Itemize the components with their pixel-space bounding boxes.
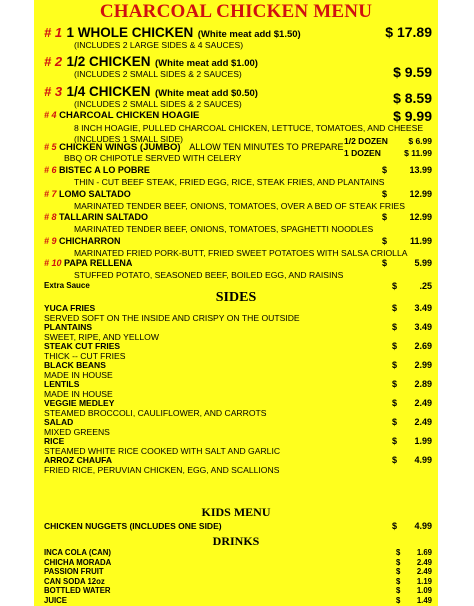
kids-heading: KIDS MENU — [201, 505, 271, 519]
item-price: 4.99 — [414, 521, 432, 531]
item-name: INCA COLA (CAN) — [44, 548, 111, 557]
dollar-sign: $ — [392, 521, 398, 531]
item-number: # 9 — [44, 236, 57, 246]
item-description: THIN - CUT BEEF STEAK, FRIED EGG, RICE, STEAK FRIES, AND PLANTAINS — [74, 177, 385, 187]
item-name: CAN SODA 12oz — [44, 576, 105, 586]
dollar-sign: $ — [396, 586, 401, 595]
dollar-sign: $ — [396, 557, 401, 567]
item-description: MIXED GREENS — [44, 427, 110, 437]
dollar-sign: $ — [392, 360, 398, 370]
item-name: BISTEC A LO POBRE — [59, 165, 150, 175]
item-note: (White meat add $1.00) — [155, 58, 258, 69]
item-name: VEGGIE MEDLEY — [44, 398, 115, 408]
dollar-sign: $ — [382, 189, 388, 199]
item-description: SWEET, RIPE, AND YELLOW — [44, 332, 159, 342]
item-note: (White meat add $1.50) — [197, 29, 301, 40]
item-name: CHICHA MORADA — [44, 557, 112, 567]
item-price: 1.19 — [416, 576, 432, 586]
item-note: (White meat add $0.50) — [155, 88, 258, 99]
drinks-heading: DRINKS — [212, 534, 260, 548]
item-price: 1.49 — [416, 595, 432, 605]
item-description: (INCLUDES 2 SMALL SIDES & 2 SAUCES) — [74, 69, 242, 79]
item-description: (INCLUDES 2 LARGE SIDES & 4 SAUCES) — [74, 40, 244, 50]
item-name: RICE — [44, 436, 65, 446]
dozen-price: $ 11.99 — [404, 148, 432, 158]
dollar-sign: $ — [392, 417, 398, 427]
menu-sheet — [34, 0, 438, 606]
item-name: LOMO SALTADO — [59, 189, 131, 199]
item-name: PASSION FRUIT — [44, 567, 104, 576]
item-price: 2.49 — [414, 417, 432, 427]
item-price: $ 9.99 — [393, 108, 432, 124]
item-price: 2.69 — [414, 341, 432, 351]
item-name: BOTTLED WATER — [44, 586, 111, 595]
item-name: STEAK CUT FRIES — [44, 341, 121, 351]
item-price: 2.49 — [414, 398, 432, 408]
item-price: $ 8.59 — [393, 90, 432, 106]
item-name: JUICE — [44, 595, 67, 605]
item-name: PLANTAINS — [44, 322, 93, 332]
item-description: STEAMED BROCCOLI, CAULIFLOWER, AND CARROTS — [44, 408, 267, 418]
item-name: ARROZ CHAUFA — [44, 455, 112, 465]
item-price: 2.49 — [416, 567, 432, 576]
item-description: SERVED SOFT ON THE INSIDE AND CRISPY ON THE OUTSIDE — [44, 313, 300, 323]
item-description: THICK -- CUT FRIES — [44, 351, 126, 361]
dollar-sign: $ — [392, 303, 398, 313]
dollar-sign: $ — [392, 341, 398, 351]
dollar-sign: $ — [396, 576, 401, 586]
item-number: # 10 — [44, 258, 62, 268]
item-price: 2.49 — [416, 557, 432, 567]
item-name: CHICHARRON — [59, 236, 121, 246]
item-price: 3.49 — [414, 322, 432, 332]
item-description: MADE IN HOUSE — [44, 370, 113, 380]
item-name: SALAD — [44, 417, 74, 427]
item-name: 1 WHOLE CHICKEN — [66, 25, 194, 40]
item-description: FRIED RICE, PERUVIAN CHICKEN, EGG, AND SCALLIONS — [44, 465, 280, 475]
half-dozen-price: $ 6.99 — [408, 136, 432, 146]
item-price: 1.99 — [414, 436, 432, 446]
item-name: LENTILS — [44, 379, 80, 389]
item-name: TALLARIN SALTADO — [59, 212, 149, 222]
item-number: # 2 — [44, 54, 63, 69]
item-name: 1/4 CHICKEN — [66, 84, 151, 99]
item-description: MARINATED TENDER BEEF, ONIONS, TOMATOES, SPAGHETTI NOODLES — [74, 224, 374, 234]
dollar-sign: $ — [392, 281, 398, 291]
dollar-sign: $ — [396, 595, 401, 605]
item-price: 3.49 — [414, 303, 432, 313]
dollar-sign: $ — [392, 379, 398, 389]
item-price: 1.09 — [416, 586, 432, 595]
item-name: PAPA RELLENA — [64, 258, 133, 268]
item-number: # 7 — [44, 189, 57, 199]
item-name: 1/2 CHICKEN — [66, 54, 151, 69]
item-description: BBQ OR CHIPOTLE SERVED WITH CELERY — [64, 153, 242, 163]
item-price: 5.99 — [414, 258, 432, 268]
dollar-sign: $ — [392, 436, 398, 446]
item-name: BLACK BEANS — [44, 360, 106, 370]
item-price: $ 17.89 — [385, 24, 432, 40]
half-dozen-label: 1/2 DOZEN — [344, 136, 388, 146]
item-description: MARINATED TENDER BEEF, ONIONS, TOMATOES, OVER A BED OF STEAK FRIES — [74, 201, 405, 211]
item-note: ALLOW TEN MINUTES TO PREPARE — [189, 142, 344, 152]
item-name: Extra Sauce — [44, 281, 90, 290]
item-number: # 5 — [44, 142, 57, 152]
item-description: (INCLUDES 2 SMALL SIDES & 2 SAUCES) — [74, 99, 242, 109]
item-price: .25 — [419, 281, 432, 291]
menu-title: CHARCOAL CHICKEN MENU — [99, 1, 373, 22]
item-number: # 6 — [44, 165, 57, 175]
item-description-2: (INCLUDES 1 SMALL SIDE) — [74, 134, 184, 144]
item-name: CHARCOAL CHICKEN HOAGIE — [59, 110, 200, 121]
item-price: 12.99 — [409, 189, 432, 199]
item-number: # 8 — [44, 212, 57, 222]
item-price: 13.99 — [409, 165, 432, 175]
dollar-sign: $ — [396, 548, 401, 557]
item-number: # 3 — [44, 84, 63, 99]
dollar-sign: $ — [382, 212, 388, 222]
item-price: 1.69 — [416, 548, 432, 557]
item-number: # 4 — [44, 110, 57, 120]
item-name: CHICKEN NUGGETS (INCLUDES ONE SIDE) — [44, 521, 222, 531]
dollar-sign: $ — [396, 567, 401, 576]
item-price: 2.89 — [414, 379, 432, 389]
sides-heading: SIDES — [215, 290, 257, 305]
dollar-sign: $ — [392, 322, 398, 332]
item-description: MADE IN HOUSE — [44, 389, 113, 399]
dollar-sign: $ — [392, 398, 398, 408]
item-name: YUCA FRIES — [44, 303, 96, 313]
item-description: MARINATED FRIED PORK-BUTT, FRIED SWEET POTATOES WITH SALSA CRIOLLA — [74, 248, 408, 258]
item-description: STUFFED POTATO, SEASONED BEEF, BOILED EGG, AND RAISINS — [74, 270, 344, 280]
item-price: 4.99 — [414, 455, 432, 465]
item-number: # 1 — [44, 25, 63, 40]
item-description: STEAMED WHITE RICE COOKED WITH SALT AND GARLIC — [44, 446, 281, 456]
dollar-sign: $ — [382, 236, 388, 246]
item-name: CHICKEN WINGS (JUMBO) — [59, 142, 181, 153]
item-price: $ 9.59 — [393, 64, 432, 80]
dollar-sign: $ — [392, 455, 398, 465]
dollar-sign: $ — [382, 165, 388, 175]
item-price: 12.99 — [409, 212, 432, 222]
item-description: 8 INCH HOAGIE, PULLED CHARCOAL CHICKEN, LETTUCE, TOMATOES, AND CHEESE — [74, 123, 424, 133]
item-price: 11.99 — [409, 236, 432, 246]
item-price: 2.99 — [414, 360, 432, 370]
dollar-sign: $ — [382, 258, 388, 268]
dozen-label: 1 DOZEN — [344, 148, 381, 158]
